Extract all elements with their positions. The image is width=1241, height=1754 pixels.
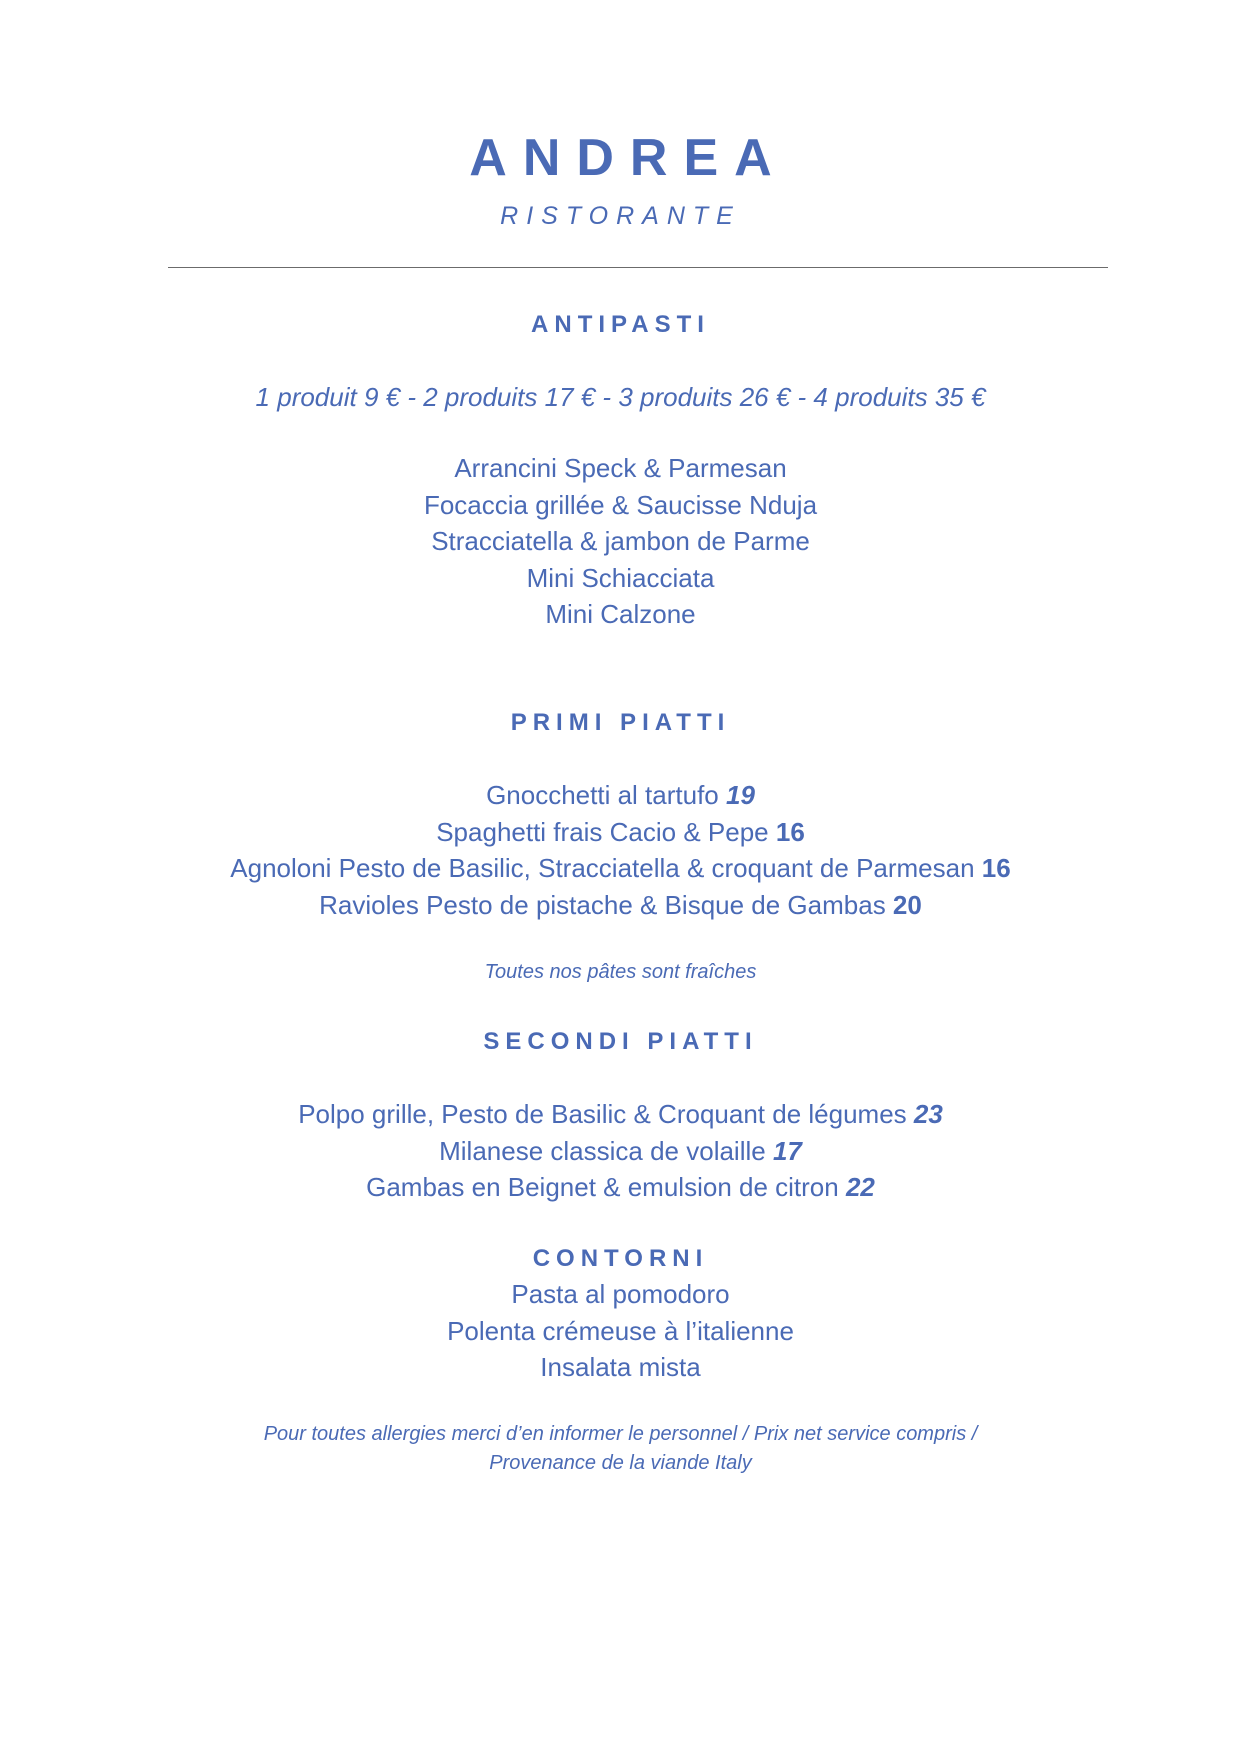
menu-item-antipasti: Stracciatella & jambon de Parme — [431, 526, 810, 556]
menu-item-antipasti: Mini Schiacciata — [526, 562, 715, 593]
section-title-secondi: SECONDI PIATTI — [483, 1028, 758, 1055]
menu-item-antipasti: Focaccia grillée & Saucisse Nduja — [423, 489, 818, 520]
menu-item-secondi: Milanese classica de volaille 17 — [439, 1135, 802, 1166]
item-price: 23 — [913, 1099, 943, 1129]
item-price: 16 — [981, 853, 1011, 883]
footer-note-line2: Provenance de la viande Italy — [489, 1452, 752, 1474]
pasta-note: Toutes nos pâtes sont fraîches — [484, 961, 757, 983]
section-title-antipasti: ANTIPASTI — [531, 311, 710, 338]
restaurant-name: ANDREA — [469, 129, 788, 187]
item-price: 19 — [725, 780, 755, 810]
menu-item-secondi: Polpo grille, Pesto de Basilic & Croquant de légumes 23 — [298, 1099, 943, 1129]
section-title-contorni: CONTORNI — [532, 1245, 709, 1272]
header-divider — [168, 267, 1108, 268]
contorni-list — [0, 1276, 1241, 1386]
item-price: 17 — [772, 1135, 802, 1166]
menu-item-secondi: Gambas en Beignet & emulsion de citron 22 — [366, 1172, 875, 1202]
menu-item-contorni: Polenta crémeuse à l’italienne — [447, 1315, 794, 1346]
menu-item-primi: Ravioles Pesto de pistache & Bisque de Gambas 20 — [319, 889, 922, 920]
menu-item-primi: Gnocchetti al tartufo 19 — [486, 780, 755, 810]
section-title-primi: PRIMI PIATTI — [510, 709, 731, 736]
menu-item-primi: Agnoloni Pesto de Basilic, Stracciatella & croquant de Parmesan 16 — [230, 853, 1011, 883]
menu-item-primi: Spaghetti frais Cacio & Pepe 16 — [436, 816, 805, 847]
item-price: 16 — [775, 816, 805, 847]
item-price: 20 — [892, 889, 922, 920]
menu-item-contorni: Insalata mista — [540, 1352, 701, 1382]
antipasti-list — [0, 450, 1241, 633]
menu-item-contorni: Pasta al pomodoro — [511, 1279, 730, 1309]
antipasti-pricing: 1 produit 9 € - 2 produits 17 € - 3 produits 26 € - 4 produits 35 € — [255, 382, 986, 412]
primi-list — [0, 777, 1241, 923]
secondi-list — [0, 1096, 1241, 1206]
menu-item-antipasti: Arrancini Speck & Parmesan — [454, 453, 787, 483]
item-price: 22 — [845, 1172, 875, 1202]
footer-note-line1: Pour toutes allergies merci d’en informer le personnel / Prix net service compris / — [263, 1423, 978, 1445]
menu-item-antipasti: Mini Calzone — [545, 599, 696, 629]
restaurant-subtitle: RISTORANTE — [500, 202, 741, 230]
